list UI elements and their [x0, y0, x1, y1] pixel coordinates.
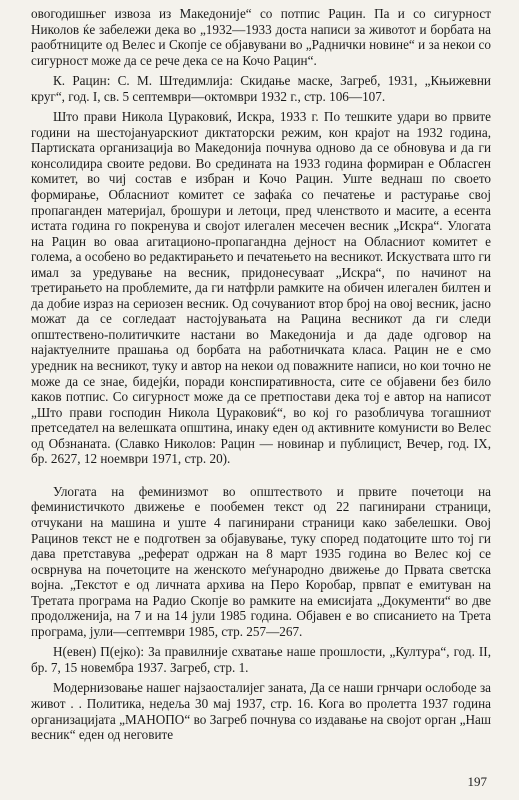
paragraph-modernizovanje: Модернизовање нашег најзаосталијег заната, Да се наши грнчари ослободе за живот . . Политика, недеља 30 мај 1937, стр. 16. Кога во пролетта 1937 година организацијата „МАНОПО“ во Загреб почнува со издавање на својот орган „Наш весник“ еден од неговите: [31, 680, 492, 743]
paragraph-feminism: Улогата на феминизмот во општеството и првите почетоци на феминистичкото движење е пообемен текст од 22 пагинирани страници, отчукани на машина и уште 4 пагинирани страници како забелешки. Овој Рацинов текст не е подготвен за објавување, туку според податоците што тој ги дава претставува „реферат одржан на 8 март 1935 година во Велес кој се осврнува на почетоците на женското меѓународно движење до Првата светска војна. „Текстот е од личната архива на Перо Коробар, првпат е емитуван на Третата програма на Радио Скопје во рамките на емисијата „Документи“ во две продолженија, на 7 и на 14 јули 1985 година. Објавен е во списанието на Трета програма, јули—септември 1985, стр. 257—267.: [31, 483, 491, 639]
paragraph-continuation: овогодишњег извоза из Македоније“ со потпис Рацин. Па и со сигурност Николов ќе забележи дека во „1932—1933 доста написи за животот и борбата на раобтниците од Велес и Скопје се објавувани во „Раднички новине“ и за некои со сигурност може да се рече дека се на Кочо Рацин“.: [31, 6, 491, 68]
page-number: 197: [467, 774, 487, 789]
paragraph-iskra: Што прави Никола Цураковиќ, Искра, 1933 г. По тешките удари во првите години на шестојануарскиот диктаторски режим, кон крајот на 1932 година, Партиската организација во Македонија почнува одново да се обновува и да ги консолидира своите редови. Во средината на 1933 година формиран е Обласген комитет, во чиј состав е избран и Кочо Рацин. Уште веднаш по своето формирање, Обласниот комитет се зафаќа со печатење и растурање свој пропаганден материјал, брошури и летоци, пред членството и масите, а есента истата година го покренува и својот илегален месечен весник „Искра“. Улогата на Рацин во оваа агитационо-пропагандна дејност на Обласниот комитет е голема, а особено во редактирањето и печатењето на весникот. Искуствата што ги имал за уредување на весник, придонесуваат „Искра“, по начинот на третирањето на проблемите, да ги натфрли рамките на обичен илегален билтен и да добие израз на сериозен весник. Од сочуваниот втор број на овој весник, јасно можат да се согледаат настојувањата на Рацина весникот да ги следи општествено-политичките настани во Македонија и да даде одговор на најактуелните прашања од борбата на работничката класа. Рацин не е смо уредник на весникот, туку и автор на некои од поважните написи, но кои точно не може да се знае, бидејќи, поради конспиративноста, сите се објавени без било каков потпис. Со сигурност може да се претпостави дека тој е автор на написот „Што прави господин Никола Цураковиќ“, во кој го разобличува тогашниот претседател на велешката општина, инаку еден од активните комунисти во Велес од Обзнаната. (Славко Николов: Рацин — новинар и публицист, Вечер, год. IX, бр. 2627, 12 ноември 1971, стр. 20).: [31, 109, 491, 467]
paragraph-kultura: Н(евен) П(ејко): За правилније схватање наше прошлости, „Култура“, год. II, бр. 7, 15 новембра 1937. Загреб, стр. 1.: [31, 644, 491, 675]
text-block-2: [31, 484, 491, 743]
section-gap: [31, 472, 491, 484]
text-block-1: [31, 6, 491, 467]
paragraph-racin-review: К. Рацин: С. М. Штедимлија: Скидање маске, Загреб, 1931, „Књижевни круг“, год. I, св. 5 септември—октомври 1932 г., стр. 106—107.: [31, 73, 491, 104]
